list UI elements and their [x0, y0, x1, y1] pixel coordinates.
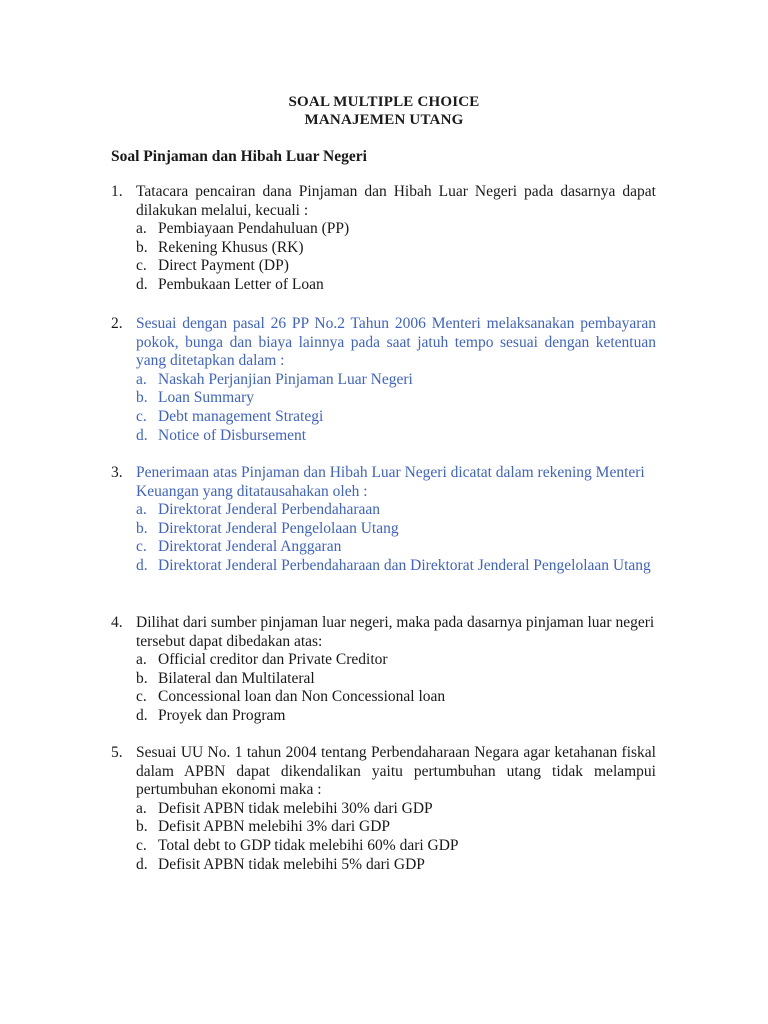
question-number: 1.: [111, 183, 123, 200]
question-number: 3.: [111, 464, 123, 481]
option-letter: b.: [136, 519, 148, 537]
answer-option: [111, 538, 656, 557]
option-text: Proyek dan Program: [158, 706, 286, 724]
option-text: Debt management Strategi: [158, 407, 324, 425]
answer-option: [111, 239, 656, 258]
option-text: Pembukaan Letter of Loan: [158, 275, 324, 293]
option-letter: d.: [136, 275, 148, 293]
option-letter: b.: [136, 389, 148, 407]
question-number: 4.: [111, 614, 123, 631]
option-letter: c.: [136, 688, 147, 706]
question-number: 5.: [111, 744, 123, 761]
question-2: [111, 315, 656, 445]
answer-option: [111, 800, 656, 819]
option-letter: d.: [136, 556, 148, 574]
option-letter: d.: [136, 855, 148, 873]
document-title-line-1: SOAL MULTIPLE CHOICE: [288, 94, 480, 110]
answer-option: [111, 520, 656, 539]
option-letter: d.: [136, 706, 148, 724]
answer-option: [111, 818, 656, 837]
option-text: Concessional loan dan Non Concessional loan: [158, 688, 446, 706]
option-letter: a.: [136, 370, 147, 388]
option-text: Direktorat Jenderal Perbendaharaan dan Direktorat Jenderal Pengelolaan Utang: [158, 556, 651, 574]
option-letter: d.: [136, 426, 148, 444]
question-text: Sesuai UU No. 1 tahun 2004 tentang Perbendaharaan Negara agar ketahanan fiskal dalam APBN dapat dikendalikan yaitu pertumbuhan utang tidak melampui pertumbuhan ekonomi maka :: [136, 744, 656, 799]
question-1: [111, 183, 656, 295]
option-letter: c.: [136, 538, 147, 556]
option-text: Rekening Khusus (RK): [158, 238, 304, 256]
option-text: Defisit APBN melebihi 3% dari GDP: [158, 818, 391, 836]
option-letter: a.: [136, 799, 147, 817]
question-3: [111, 464, 656, 576]
question-text: Tatacara pencairan dana Pinjaman dan Hibah Luar Negeri pada dasarnya dapat dilakukan melalui, kecuali :: [136, 183, 656, 219]
section-heading: Soal Pinjaman dan Hibah Luar Negeri: [111, 148, 367, 165]
option-letter: c.: [136, 836, 147, 854]
option-text: Direct Payment (DP): [158, 257, 289, 275]
question-text: Dilihat dari sumber pinjaman luar negeri, maka pada dasarnya pinjaman luar negeri tersebut dapat dibedakan atas:: [136, 614, 655, 650]
option-text: Defisit APBN tidak melebihi 5% dari GDP: [158, 855, 425, 873]
option-letter: a.: [136, 501, 147, 519]
answer-option: [111, 408, 656, 427]
question-text: Penerimaan atas Pinjaman dan Hibah Luar Negeri dicatat dalam rekening Menteri Keuangan yang ditatausahakan oleh :: [136, 464, 645, 500]
answer-option: [111, 501, 656, 520]
question-4: [111, 614, 656, 726]
answer-option: [111, 707, 656, 726]
question-5: [111, 744, 656, 874]
answer-option: [111, 427, 656, 446]
answer-option: [111, 371, 656, 390]
answer-option: [111, 670, 656, 689]
answer-option: [111, 389, 656, 408]
answer-option: [111, 651, 656, 670]
option-text: Pembiayaan Pendahuluan (PP): [158, 220, 350, 238]
question-text: Sesuai dengan pasal 26 PP No.2 Tahun 2006 Menteri melaksanakan pembayaran pokok, bunga dan biaya lainnya pada saat jatuh tempo sesuai dengan ketentuan yang ditetapkan dalam :: [136, 315, 656, 370]
option-text: Direktorat Jenderal Perbendaharaan: [158, 501, 381, 519]
option-text: Defisit APBN tidak melebihi 30% dari GDP: [158, 799, 433, 817]
answer-option: [111, 837, 656, 856]
option-letter: c.: [136, 407, 147, 425]
option-text: Official creditor dan Private Creditor: [158, 651, 388, 669]
answer-option: [111, 557, 656, 576]
option-letter: a.: [136, 220, 147, 238]
option-letter: a.: [136, 651, 147, 669]
answer-option: [111, 257, 656, 276]
answer-option: [111, 856, 656, 875]
document-title-line-2: MANAJEMEN UTANG: [304, 112, 464, 128]
option-text: Naskah Perjanjian Pinjaman Luar Negeri: [158, 370, 413, 388]
option-text: Total debt to GDP tidak melebihi 60% dari GDP: [158, 836, 459, 854]
option-text: Bilateral dan Multilateral: [158, 669, 315, 687]
option-letter: b.: [136, 238, 148, 256]
answer-option: [111, 220, 656, 239]
option-text: Direktorat Jenderal Pengelolaan Utang: [158, 519, 399, 537]
answer-option: [111, 688, 656, 707]
option-letter: b.: [136, 669, 148, 687]
option-text: Loan Summary: [158, 389, 254, 407]
option-letter: c.: [136, 257, 147, 275]
answer-option: [111, 276, 656, 295]
option-text: Direktorat Jenderal Anggaran: [158, 538, 342, 556]
option-text: Notice of Disbursement: [158, 426, 307, 444]
option-letter: b.: [136, 818, 148, 836]
question-number: 2.: [111, 315, 123, 332]
